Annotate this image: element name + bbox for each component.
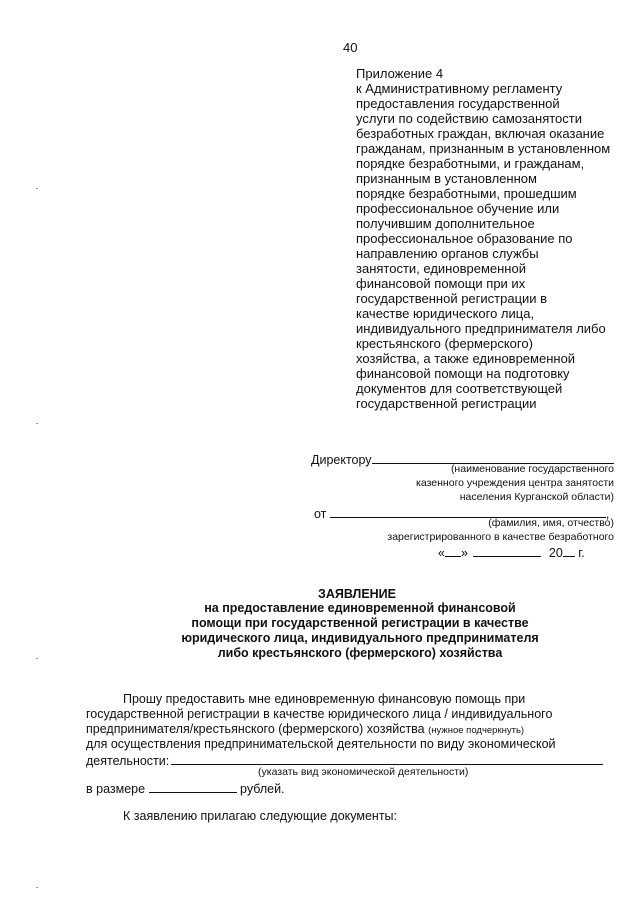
- appendix-line: государственной регистрации в: [356, 291, 548, 306]
- appendix-line: профессиональное образование по: [356, 231, 573, 246]
- registration-date: [438, 544, 585, 561]
- statement-title: [0, 601, 640, 661]
- appendix-line: индивидуального предпринимателя либо: [356, 321, 606, 336]
- date-close-quote: »: [460, 546, 468, 560]
- from-comma: ,: [605, 507, 610, 521]
- appendix-line: порядке безработными, и гражданам,: [356, 156, 585, 171]
- scan-speck: [36, 188, 38, 189]
- year-suffix: г.: [578, 546, 585, 560]
- date-day-blank[interactable]: [445, 544, 461, 557]
- appendix-line: занятости, единовременной: [356, 261, 526, 276]
- appendix-line: государственной регистрации: [356, 396, 537, 411]
- statement-heading: ЗАЯВЛЕНИЕ: [317, 587, 396, 601]
- amount-prefix: в размере: [86, 782, 146, 796]
- appendix-line: финансовой помощи на подготовку: [356, 366, 570, 381]
- body-line-1: Прошу предоставить мне единовременную финансовую помощь при: [123, 692, 526, 706]
- from-label: от: [314, 507, 327, 521]
- date-year-blank[interactable]: [563, 544, 575, 557]
- appendix-line: безработных граждан, включая оказание: [356, 126, 605, 141]
- statement-title-line: либо крестьянского (фермерского) хозяйства: [217, 646, 503, 660]
- year-prefix: 20: [548, 546, 563, 560]
- amount-blank[interactable]: [149, 780, 237, 793]
- statement-title-line: на предоставление единовременной финансовой: [204, 601, 516, 615]
- scan-speck: [36, 423, 38, 424]
- amount-line: [86, 780, 285, 797]
- scan-speck: [36, 658, 38, 659]
- appendix-line: направлению органов службы: [356, 246, 539, 261]
- statement-title-line: помощи при государственной регистрации в качестве: [191, 616, 529, 630]
- amount-suffix: рублей.: [240, 782, 285, 796]
- appendix-line: крестьянского (фермерского): [356, 336, 533, 351]
- director-hint-1: (наименование государственного: [450, 463, 614, 475]
- statement-title-line: юридического лица, индивидуального предпринимателя: [181, 631, 539, 645]
- fio-hint: (фамилия, имя, отчество): [488, 517, 614, 529]
- activity-label: деятельности:: [86, 754, 170, 768]
- appendix-line: Приложение 4: [356, 66, 444, 81]
- scan-speck: [36, 887, 38, 888]
- director-hint-3: населения Курганской области): [459, 491, 614, 503]
- body-line-3: [86, 722, 524, 738]
- activity-blank[interactable]: [171, 752, 603, 765]
- appendix-line: услуги по содействию самозанятости: [356, 111, 583, 126]
- appendix-line: профессиональное обучение или: [356, 201, 560, 216]
- appendix-line: получившим дополнительное: [356, 216, 535, 231]
- choice-note: (нужное подчеркнуть): [428, 725, 525, 736]
- page-number: 40: [343, 40, 358, 55]
- appendix-line: финансовой помощи при их: [356, 276, 526, 291]
- registered-text: зарегистрированного в качестве безработного: [387, 531, 614, 543]
- appendix-line: документов для соответствующей: [356, 381, 563, 396]
- appendix-line: к Административному регламенту: [356, 81, 563, 96]
- appendix-line: гражданам, признанным в установленном: [356, 141, 611, 156]
- appendix-line: порядке безработными, прошедшим: [356, 186, 577, 201]
- body-line-4: для осуществления предпринимательской деятельности по виду экономической: [86, 737, 556, 751]
- appendix-line: хозяйства, а также единовременной: [356, 351, 576, 366]
- date-month-blank[interactable]: [473, 544, 541, 557]
- director-hint-2: казенного учреждения центра занятости: [416, 477, 614, 489]
- body-line-2: государственной регистрации в качестве юридического лица / индивидуального: [86, 707, 553, 721]
- appendix-line: качестве юридического лица,: [356, 306, 535, 321]
- appendix-line: признанным в установленном: [356, 171, 537, 186]
- attachments-line: К заявлению прилагаю следующие документы:: [123, 809, 397, 823]
- director-label: Директору: [311, 453, 372, 467]
- activity-hint: (указать вид экономической деятельности): [258, 766, 469, 778]
- date-open-quote: «: [438, 546, 445, 560]
- appendix-line: предоставления государственной: [356, 96, 560, 111]
- body-line-3-text: предпринимателя/крестьянского (фермерского) хозяйства: [86, 722, 425, 736]
- appendix-header: [356, 66, 610, 411]
